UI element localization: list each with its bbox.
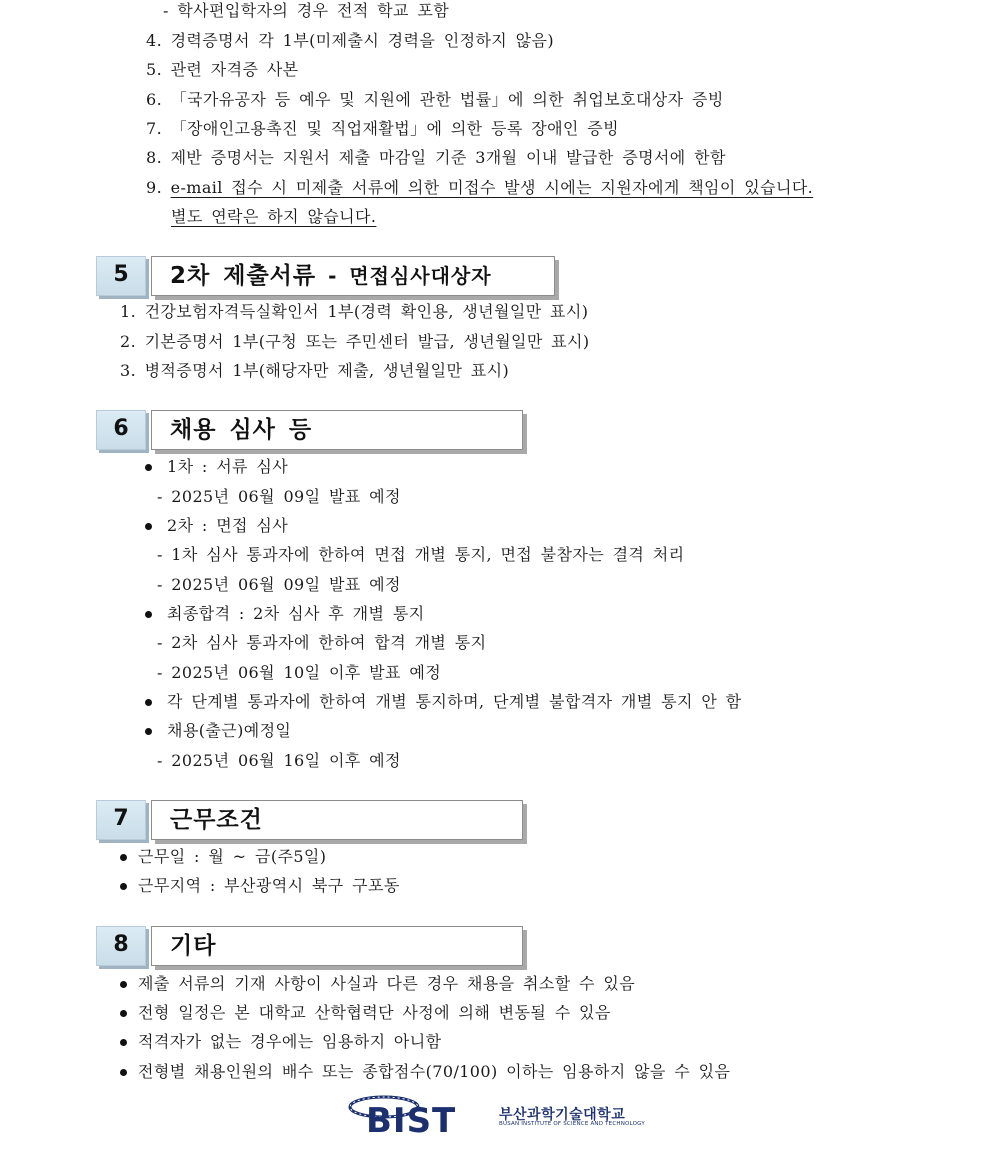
list-text: 「국가유공자 등 예우 및 지원에 관한 법률」에 의한 취업보호대상자 증빙 [170,90,724,109]
list-item [146,30,554,52]
section-title-sub: - 면접심사대상자 [316,264,492,288]
sub-item: - 2025년 06월 16일 이후 예정 [157,751,401,770]
list-item-continuation [171,206,376,228]
bullet-item: 적격자가 없는 경우에는 임용하지 아니함 [138,1032,442,1051]
bullet-item: 2차 : 면접 심사 [167,516,289,535]
bullet-item: 채용(출근)예정일 [167,721,292,740]
list-text: e-mail 접수 시 미제출 서류에 의한 미접수 발생 시에는 지원자에게 책임이 있습니다. [170,178,814,197]
bullet-icon [120,883,127,890]
list-item [146,89,724,111]
list-text: 「장애인고용촉진 및 직업재활법」에 의한 등록 장애인 증빙 [170,119,619,138]
bullet-icon [145,611,152,618]
list-text: 건강보험자격득실확인서 1부(경력 확인용, 생년월일만 표시) [144,302,589,321]
section-title-main: 2차 제출서류 [170,263,317,289]
sub-item: - 2차 심사 통과자에 한하여 합격 개별 통지 [157,633,487,652]
sub-item: - 2025년 06월 09일 발표 예정 [157,487,401,506]
list-item [146,177,813,199]
list-item [120,301,588,323]
logo-name-korean: 부산과학기술대학교 [499,1107,626,1123]
list-number: 2. [120,332,137,351]
bullet-icon [120,1010,127,1017]
section-title: 기타 [151,926,523,966]
bullet-icon [120,981,127,988]
bullet-item: 최종합격 : 2차 심사 후 개별 통지 [167,604,425,623]
bist-logo-mark [346,1090,496,1136]
section-number: 8 [96,926,146,966]
list-number: 7. [146,119,163,138]
bullet-icon [145,728,152,735]
logo-name-english: BUSAN INSTITUTE OF SCIENCE AND TECHNOLOGY [499,1121,645,1127]
bullet-item: 제출 서류의 기재 사항이 사실과 다른 경우 채용을 취소할 수 있음 [138,974,636,993]
list-text: 관련 자격증 사본 [170,60,299,79]
university-logo [346,1090,666,1136]
list-number: 4. [146,31,163,50]
logo-mark-text: BIST [366,1101,457,1136]
bullet-item: 근무지역 : 부산광역시 북구 구포동 [138,876,400,895]
list-number: 9. [146,178,163,197]
section-title: 채용 심사 등 [151,410,523,450]
bullet-item: 전형 일정은 본 대학교 산학협력단 사정에 의해 변동될 수 있음 [138,1003,611,1022]
list-text: 제반 증명서는 지원서 제출 마감일 기준 3개월 이내 발급한 증명서에 한함 [170,148,726,167]
section-number: 7 [96,800,146,840]
bullet-icon [145,699,152,706]
list-text: 별도 연락은 하지 않습니다. [171,207,377,226]
sub-item: - 2025년 06월 10일 이후 발표 예정 [157,663,442,682]
bullet-icon [120,854,127,861]
section-number: 5 [96,256,146,296]
list-number: 6. [146,90,163,109]
section-title [151,256,555,296]
list-item [146,147,726,169]
list-item [120,331,590,353]
list-number: 3. [120,361,137,380]
sub-note: - 학사편입학자의 경우 전적 학교 포함 [163,1,450,20]
list-item [146,118,619,140]
list-number: 5. [146,60,163,79]
list-item [146,59,299,81]
bullet-icon [120,1069,127,1076]
bullet-item: 근무일 : 월 ~ 금(주5일) [138,847,327,866]
list-text: 기본증명서 1부(구청 또는 주민센터 발급, 생년월일만 표시) [144,332,590,351]
section-number: 6 [96,410,146,450]
bullet-icon [145,464,152,471]
list-text: 병적증명서 1부(해당자만 제출, 생년월일만 표시) [144,361,510,380]
list-text: 경력증명서 각 1부(미제출시 경력을 인정하지 않음) [170,31,554,50]
list-item [120,360,509,382]
sub-item: - 2025년 06월 09일 발표 예정 [157,575,401,594]
bullet-item: 1차 : 서류 심사 [167,457,289,476]
sub-item: - 1차 심사 통과자에 한하여 면접 개별 통지, 면접 불참자는 결격 처리 [157,545,685,564]
bullet-item: 전형별 채용인원의 배수 또는 종합점수(70/100) 이하는 임용하지 않을 수 있음 [138,1062,731,1081]
section-title: 근무조건 [151,800,523,840]
bullet-icon [145,523,152,530]
bullet-item: 각 단계별 통과자에 한하여 개별 통지하며, 단계별 불합격자 개별 통지 안 함 [167,692,742,711]
list-number: 1. [120,302,137,321]
bullet-icon [120,1039,127,1046]
list-number: 8. [146,148,163,167]
